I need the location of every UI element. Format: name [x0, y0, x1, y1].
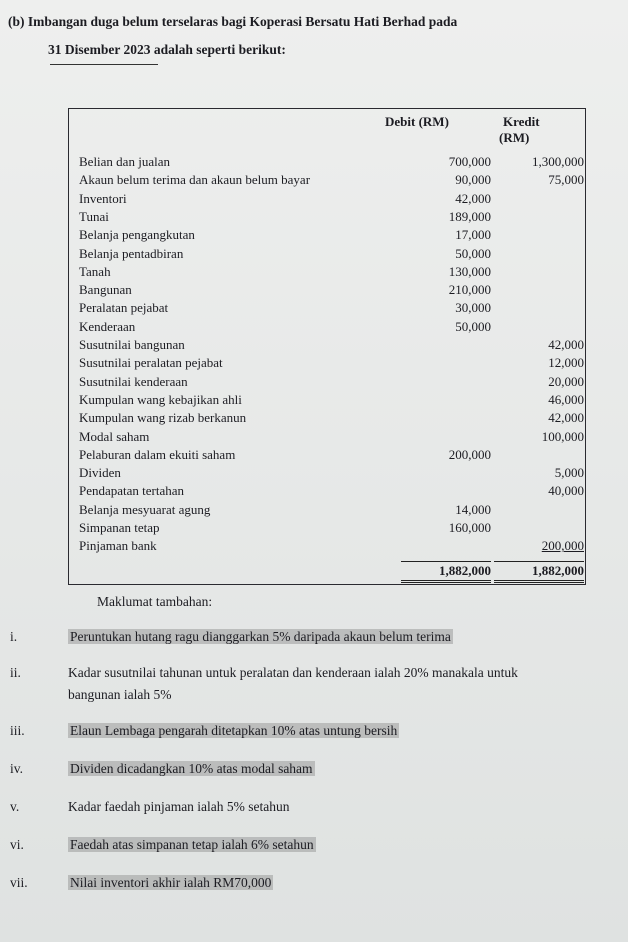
total-debit: 1,882,000 [401, 561, 491, 583]
debit-amount: 189,000 [448, 208, 491, 224]
item-text: Dividen dicadangkan 10% atas modal saham [70, 761, 313, 776]
table-row [79, 446, 584, 463]
item-text: Elaun Lembaga pengarah ditetapkan 10% atas untung bersih [70, 723, 398, 738]
table-row [79, 171, 584, 188]
account-name: Tanah [79, 263, 111, 279]
item-number: ii. [10, 665, 21, 680]
item-text: Peruntukan hutang ragu dianggarkan 5% daripada akaun belum terima [70, 629, 451, 644]
table-row [79, 409, 584, 426]
credit-amount: 5,000 [554, 465, 584, 481]
account-name: Inventori [79, 190, 127, 206]
account-name: Modal saham [79, 428, 150, 444]
account-name: Pelaburan dalam ekuiti saham [79, 446, 236, 462]
totals-row [79, 561, 584, 579]
pen-underline [50, 64, 158, 65]
credit-amount: 20,000 [548, 373, 584, 389]
credit-amount: 75,000 [548, 172, 584, 188]
credit-amount: 42,000 [548, 337, 584, 352]
table-row [79, 519, 584, 536]
additional-info-title: Maklumat tambahan: [97, 594, 213, 609]
table-row [79, 245, 584, 262]
credit-amount: 100,000 [541, 428, 584, 444]
item-text: Nilai inventori akhir ialah RM70,000 [70, 875, 272, 890]
table-row [79, 299, 584, 316]
account-name: Peralatan pejabat [79, 300, 169, 316]
debit-amount: 30,000 [455, 300, 491, 316]
account-name: Susutnilai bangunan [79, 337, 185, 352]
item-number: i. [10, 629, 18, 644]
question-heading: (b) Imbangan duga belum terselaras bagi Koperasi Bersatu Hati Berhad pada [8, 14, 458, 29]
account-name: Kumpulan wang rizab berkanun [79, 410, 247, 426]
table-row [79, 428, 584, 445]
table-row [79, 501, 584, 518]
item-number: iii. [10, 723, 25, 738]
debit-amount: 700,000 [448, 154, 491, 169]
item-number: v. [10, 799, 20, 814]
account-name: Belanja pentadbiran [79, 245, 184, 261]
account-name: Akaun belum terima dan akaun belum bayar [79, 172, 311, 188]
table-row [79, 464, 584, 481]
table-row [79, 263, 584, 280]
account-name: Pendapatan tertahan [79, 483, 185, 499]
table-row [79, 226, 584, 243]
table-row [79, 336, 584, 353]
account-name: Pinjaman bank [79, 538, 157, 554]
account-name: Bangunan [79, 282, 132, 298]
date-line: 31 Disember 2023 adalah seperti berikut: [48, 42, 286, 57]
account-name: Simpanan tetap [79, 520, 160, 535]
debit-amount: 50,000 [455, 245, 491, 261]
account-name: Belanja pengangkutan [79, 227, 195, 243]
table-row [79, 537, 584, 554]
credit-amount: 42,000 [548, 410, 584, 426]
account-name: Dividen [79, 465, 121, 481]
item-number: vii. [10, 875, 28, 890]
credit-amount: 40,000 [548, 483, 584, 499]
credit-amount: 12,000 [548, 355, 584, 371]
item-number: vi. [10, 837, 24, 852]
total-credit: 1,882,000 [494, 561, 584, 583]
table-row [79, 373, 584, 390]
debit-amount: 14,000 [455, 501, 491, 517]
table-row [79, 391, 584, 408]
table-row [79, 281, 584, 298]
table-row [79, 190, 584, 207]
debit-amount: 42,000 [455, 190, 491, 206]
table-row [79, 318, 584, 335]
debit-amount: 130,000 [448, 263, 491, 279]
debit-header: Debit (RM) [385, 114, 449, 129]
account-name: Kumpulan wang kebajikan ahli [79, 391, 242, 407]
trial-balance-table [68, 108, 586, 585]
item-number: iv. [10, 761, 23, 776]
table-row [79, 153, 584, 170]
table-row [79, 354, 584, 371]
account-name: Susutnilai kenderaan [79, 373, 188, 389]
item-text: Faedah atas simpanan tetap ialah 6% setahun [70, 837, 314, 852]
credit-header: Kredit [503, 114, 540, 129]
credit-amount: 200,000 [541, 538, 584, 554]
table-row [79, 208, 584, 225]
credit-header-unit: (RM) [499, 130, 530, 145]
debit-amount: 160,000 [448, 520, 491, 535]
credit-amount: 46,000 [548, 391, 584, 407]
item-text: Kadar faedah pinjaman ialah 5% setahun [68, 799, 290, 814]
account-name: Kenderaan [79, 318, 136, 334]
account-name: Susutnilai peralatan pejabat [79, 355, 223, 371]
account-name: Belanja mesyuarat agung [79, 501, 211, 517]
debit-amount: 200,000 [448, 446, 491, 462]
debit-amount: 17,000 [455, 227, 491, 243]
debit-amount: 210,000 [448, 282, 491, 298]
table-row [79, 482, 584, 499]
account-name: Belian dan jualan [79, 154, 170, 169]
debit-amount: 90,000 [455, 172, 491, 188]
credit-amount: 1,300,000 [532, 154, 584, 169]
item-text: Kadar susutnilai tahunan untuk peralatan dan kenderaan ialah 20% manakala untuk bangunan ialah 5% [68, 665, 518, 702]
debit-amount: 50,000 [455, 318, 491, 334]
account-name: Tunai [79, 208, 109, 224]
